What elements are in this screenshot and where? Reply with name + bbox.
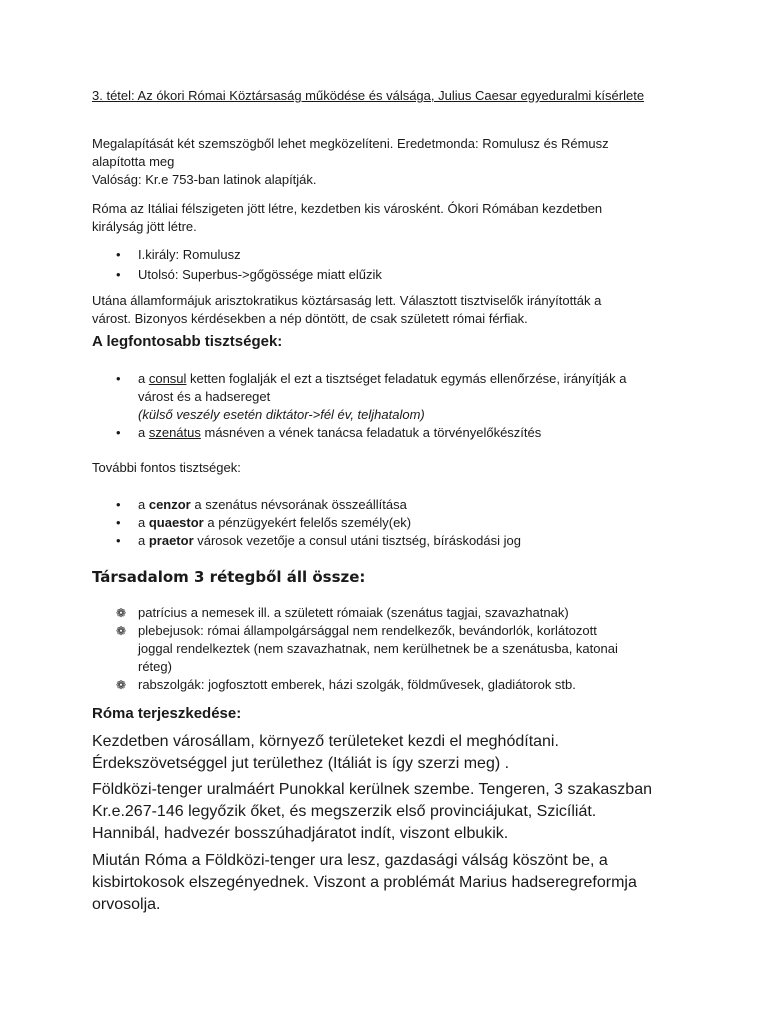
more-offices-list xyxy=(92,496,692,550)
list-item-senate: • a szenátus másnéven a vének tanácsa feladatuk a törvényelőkészítés xyxy=(116,425,542,440)
term-consul: consul xyxy=(148,371,187,386)
text-line: Valóság: Kr.e 753-ban latinok alapítják. xyxy=(92,172,317,187)
origin-paragraph xyxy=(92,200,692,236)
society-heading: Társadalom 3 rétegből áll össze: xyxy=(92,568,366,586)
text-line: várost. Bizonyos kérdésekben a nép döntött, de csak született római férfiak. xyxy=(92,311,528,326)
text-line: várost és a hadsereget xyxy=(138,389,271,404)
offices-heading: A legfontosabb tisztségek: xyxy=(92,333,283,350)
list-item-consul xyxy=(92,370,692,424)
list-item: ❁ patrícius a nemesek ill. a született rómaiak (szenátus tagjai, szavazhatnak) xyxy=(116,605,569,620)
text-line: Kr.e.267-146 legyőzik őket, és megszerzik első provinciájukat, Szicíliát. xyxy=(92,803,597,820)
flower-bullet-icon: ❁ xyxy=(116,624,127,638)
text-line: kisbirtokosok elszegényednek. Viszont a problémát Marius hadseregreformja xyxy=(92,874,637,891)
text-line: alapította meg xyxy=(92,154,175,169)
flower-bullet-icon: ❁ xyxy=(116,606,127,620)
list-item: • Utolsó: Superbus->gőgössége miatt elűzik xyxy=(116,267,382,282)
consul-note: (külső veszély esetén diktátor->fél év, teljhatalom) xyxy=(138,407,425,422)
text-line: Kezdetben városállam, környező területeket kezdi el meghódítani. xyxy=(92,733,559,750)
offices-list xyxy=(92,370,692,442)
text-line: Utána államformájuk arisztokratikus köztársaság lett. Választott tisztviselők irányították a xyxy=(92,293,602,308)
bullet-icon: • xyxy=(116,267,121,282)
society-list xyxy=(92,604,692,694)
expansion-paragraph-3 xyxy=(92,850,712,916)
term-cenzor: cenzor xyxy=(148,497,191,512)
list-item: • I.király: Romulusz xyxy=(116,247,241,262)
text-line: réteg) xyxy=(138,659,172,674)
list-item: • a quaestor a pénzügyekért felelős személy(ek) xyxy=(116,515,412,530)
page-title: 3. tétel: Az ókori Római Köztársaság működése és válsága, Julius Caesar egyeduralmi kísérlete xyxy=(92,88,645,103)
text-line: a consul ketten foglalják el ezt a tisztséget feladatuk egymás ellenőrzése, irányítják a xyxy=(138,371,627,386)
text-line: orvosolja. xyxy=(92,896,161,913)
bullet-icon: • xyxy=(116,371,121,386)
intro-paragraph xyxy=(92,135,692,189)
list-item: • a cenzor a szenátus névsorának összeállítása xyxy=(116,497,407,512)
list-item: • a praetor városok vezetője a consul utáni tisztség, bíráskodási jog xyxy=(116,533,521,548)
text-line: Hannibál, hadvezér bosszúhadjáratot indít, viszont elbukik. xyxy=(92,825,509,842)
text-line: Miután Róma a Földközi-tenger ura lesz, gazdasági válság köszönt be, a xyxy=(92,852,608,869)
term-senate: szenátus xyxy=(148,425,201,440)
term-praetor: praetor xyxy=(148,533,194,548)
text-line: Megalapítását két szemszögből lehet megközelíteni. Eredetmonda: Romulusz és Rémusz xyxy=(92,136,609,151)
text-line: Róma az Itáliai félszigeten jött létre, kezdetben kis városként. Ókori Rómában kezdetben xyxy=(92,201,603,216)
text-line: Érdekszövetséggel jut területhez (Itáliát is így szerzi meg) . xyxy=(92,755,510,772)
term-quaestor: quaestor xyxy=(148,515,204,530)
text-line: joggal rendelkeztek (nem szavazhatnak, nem kerülhetnek be a szenátusba, katonai xyxy=(138,641,618,656)
bullet-icon: • xyxy=(116,497,121,512)
bullet-icon: • xyxy=(116,533,121,548)
bullet-icon: • xyxy=(116,425,121,440)
text-line: plebejusok: római állampolgársággal nem rendelkezők, bevándorlók, korlátozott xyxy=(138,623,597,638)
republic-paragraph xyxy=(92,292,692,328)
list-item xyxy=(92,622,692,676)
expansion-heading: Róma terjeszkedése: xyxy=(92,705,242,722)
expansion-paragraph-1 xyxy=(92,731,712,775)
bullet-icon: • xyxy=(116,247,121,262)
expansion-paragraph-2 xyxy=(92,779,712,845)
kings-list xyxy=(92,246,692,284)
text-line: királyság jött létre. xyxy=(92,219,197,234)
flower-bullet-icon: ❁ xyxy=(116,678,127,692)
text-line: Földközi-tenger uralmáért Punokkal kerülnek szembe. Tengeren, 3 szakaszban xyxy=(92,781,652,798)
bullet-icon: • xyxy=(116,515,121,530)
more-offices-heading: További fontos tisztségek: xyxy=(92,460,241,475)
list-item: ❁ rabszolgák: jogfosztott emberek, házi szolgák, földművesek, gladiátorok stb. xyxy=(116,677,576,692)
